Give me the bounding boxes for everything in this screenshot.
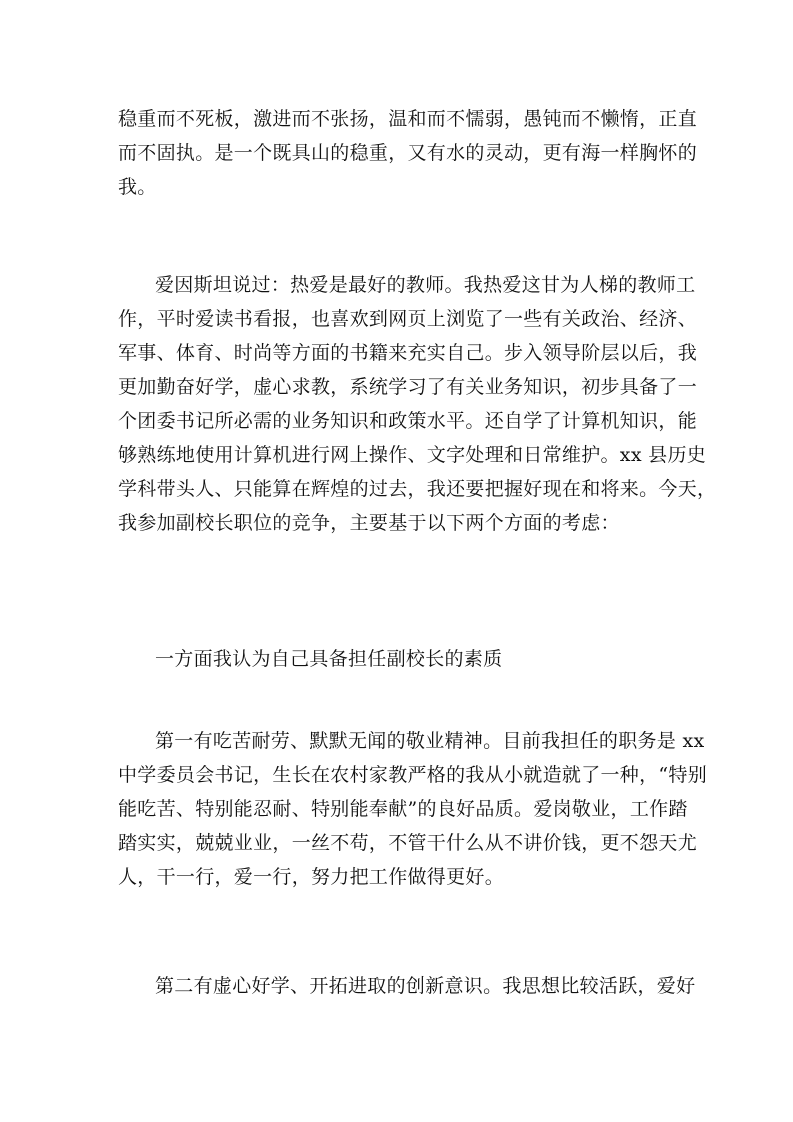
text-line: 我参加副校长职位的竞争，主要基于以下两个方面的考虑： bbox=[118, 512, 620, 534]
text-line: 稳重而不死板，激进而不张扬，温和而不懦弱，愚钝而不懒惰，正直 bbox=[118, 108, 698, 130]
paragraph-1 bbox=[118, 102, 698, 204]
paragraph-4 bbox=[118, 724, 708, 894]
text-line: 人，干一行，爱一行，努力把工作做得更好。 bbox=[118, 866, 505, 888]
text-line: 我。 bbox=[118, 176, 157, 198]
paragraph-5 bbox=[118, 969, 696, 1003]
text-line: 更加勤奋好学，虚心求教，系统学习了有关业务知识，初步具备了一 bbox=[118, 376, 698, 398]
text-line: 而不固执。是一个既具山的稳重，又有水的灵动，更有海一样胸怀的 bbox=[118, 142, 698, 164]
text-line: 作，平时爱读书看报，也喜欢到网页上浏览了一些有关政治、经济、 bbox=[118, 308, 698, 330]
text-line: 第二有虚心好学、开拓进取的创新意识。我思想比较活跃，爱好 bbox=[155, 975, 696, 997]
text-line: 一方面我认为自己具备担任副校长的素质 bbox=[155, 648, 503, 670]
text-line: 能吃苦、特别能忍耐、特别能奉献”的良好品质。爱岗敬业，工作踏 bbox=[118, 798, 688, 820]
text-line: 爱因斯坦说过：热爱是最好的教师。我热爱这甘为人梯的教师工 bbox=[155, 274, 696, 296]
text-line: 踏实实，兢兢业业，一丝不苟，不管干什么从不讲价钱，更不怨天尤 bbox=[118, 832, 698, 854]
text-line: 个团委书记所必需的业务知识和政策水平。还自学了计算机知识，能 bbox=[118, 410, 698, 432]
text-line: 第一有吃苦耐劳、默默无闻的敬业精神。目前我担任的职务是 xx bbox=[155, 730, 705, 752]
text-line: 中学委员会书记，生长在农村家教严格的我从小就造就了一种，“特别 bbox=[118, 764, 708, 786]
text-line: 军事、体育、时尚等方面的书籍来充实自己。步入领导阶层以后，我 bbox=[118, 342, 698, 364]
paragraph-3 bbox=[118, 642, 683, 676]
text-line: 学科带头人、只能算在辉煌的过去，我还要把握好现在和将来。今天， bbox=[118, 478, 717, 500]
paragraph-2 bbox=[118, 268, 717, 540]
text-line: 够熟练地使用计算机进行网上操作、文字处理和日常维护。xx 县历史 bbox=[118, 444, 707, 466]
